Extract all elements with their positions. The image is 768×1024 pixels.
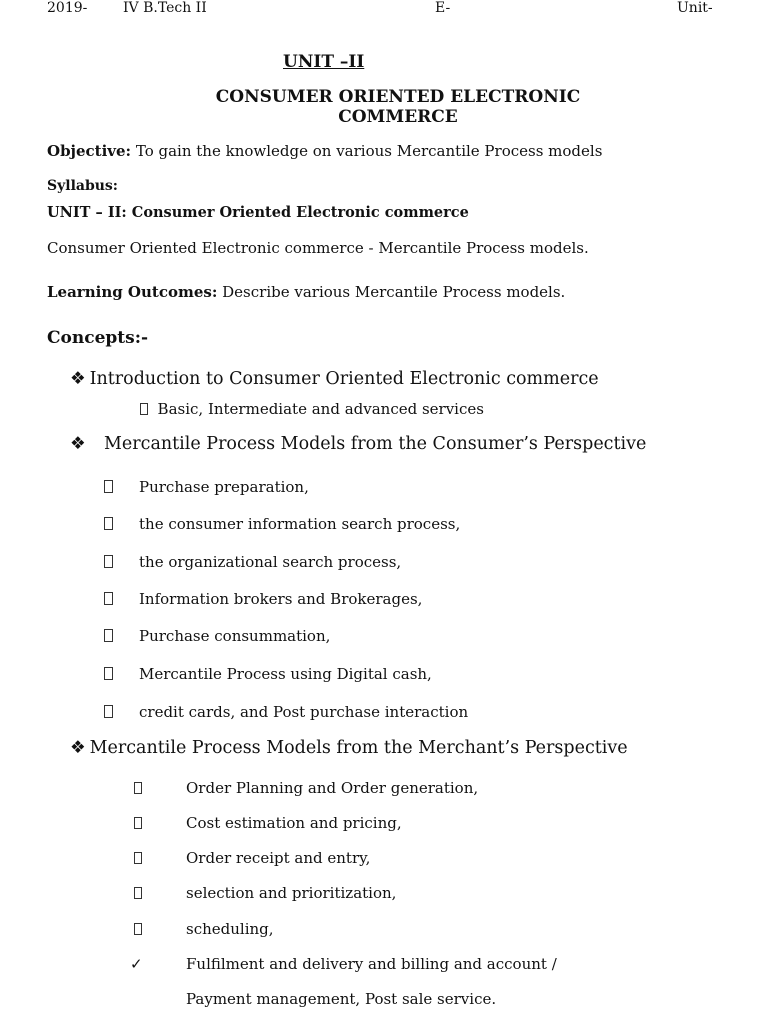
concept-intro-sub-text: Basic, Intermediate and advanced services [157, 400, 484, 418]
missing-glyph-box-icon [134, 923, 142, 935]
header-course: IV B.Tech II [123, 0, 207, 16]
list-item-text: scheduling, [186, 920, 274, 938]
list-item-text: selection and prioritization, [186, 884, 397, 902]
page-title-line1: CONSUMER ORIENTED ELECTRONIC [215, 87, 581, 107]
list-item [134, 849, 371, 867]
list-item [104, 665, 432, 683]
concept-merchant [70, 738, 628, 758]
missing-glyph-box-icon [140, 403, 148, 415]
list-item-text: Mercantile Process using Digital cash, [139, 665, 432, 683]
list-item [104, 553, 402, 571]
list-item [134, 884, 397, 902]
list-item-continuation: Payment management, Post sale service. [186, 990, 497, 1008]
concept-intro-sub [140, 400, 484, 418]
list-item [104, 627, 331, 645]
header-subject: E- [435, 0, 451, 16]
list-item [104, 515, 461, 533]
list-item-text: the consumer information search process, [139, 515, 461, 533]
concept-consumer [70, 434, 646, 454]
list-item-text: credit cards, and Post purchase interaction [139, 703, 469, 721]
list-item-text: Purchase preparation, [139, 478, 309, 496]
objective [47, 142, 602, 160]
objective-text: To gain the knowledge on various Mercantile Process models [131, 142, 603, 160]
list-item [104, 590, 423, 608]
checkmark-icon: ✓ [130, 955, 143, 973]
list-item-text: Fulfilment and delivery and billing and account / [186, 955, 557, 973]
missing-glyph-box-icon [104, 480, 113, 493]
list-item [130, 955, 557, 973]
missing-glyph-box-icon [104, 667, 113, 680]
missing-glyph-box-icon [134, 887, 142, 899]
page-title [190, 87, 606, 127]
list-item-text: Order Planning and Order generation, [186, 779, 479, 797]
unit-heading-label: UNIT – II: [47, 204, 127, 221]
syllabus-text: Consumer Oriented Electronic commerce - Mercantile Process models. [47, 239, 589, 257]
list-item [134, 779, 479, 797]
list-item-text: the organizational search process, [139, 553, 402, 571]
diamond-bullet-icon: ❖ [70, 738, 86, 758]
list-item-text: Information brokers and Brokerages, [139, 590, 423, 608]
learning-outcomes [47, 283, 565, 301]
list-item [134, 814, 402, 832]
list-item [134, 920, 274, 938]
unit-heading [47, 204, 469, 221]
unit-title: UNIT –II [283, 52, 365, 72]
list-item-text: Cost estimation and pricing, [186, 814, 402, 832]
header-unit: Unit- [677, 0, 713, 16]
concept-intro [70, 369, 599, 389]
missing-glyph-box-icon [104, 592, 113, 605]
diamond-bullet-icon: ❖ [70, 434, 86, 454]
learning-outcomes-text: Describe various Mercantile Process models. [217, 283, 566, 301]
syllabus-label: Syllabus: [47, 178, 118, 194]
page-title-line2: COMMERCE [338, 107, 458, 127]
concept-consumer-title: Mercantile Process Models from the Consumer’s Perspective [104, 434, 647, 454]
missing-glyph-box-icon [134, 817, 142, 829]
concept-intro-title: Introduction to Consumer Oriented Electronic commerce [89, 369, 599, 389]
objective-label: Objective: [47, 142, 132, 160]
missing-glyph-box-icon [104, 705, 113, 718]
unit-heading-text: Consumer Oriented Electronic commerce [126, 204, 469, 221]
missing-glyph-box-icon [104, 629, 113, 642]
header-year: 2019- [47, 0, 88, 16]
missing-glyph-box-icon [134, 852, 142, 864]
missing-glyph-box-icon [104, 555, 113, 568]
diamond-bullet-icon: ❖ [70, 369, 86, 389]
concepts-heading: Concepts:- [47, 328, 149, 348]
list-item [104, 703, 469, 721]
learning-outcomes-label: Learning Outcomes: [47, 283, 218, 301]
list-item-text: Order receipt and entry, [186, 849, 371, 867]
list-item [104, 478, 309, 496]
list-item-text: Purchase consummation, [139, 627, 331, 645]
concept-merchant-title: Mercantile Process Models from the Merchant’s Perspective [89, 738, 628, 758]
missing-glyph-box-icon [134, 782, 142, 794]
missing-glyph-box-icon [104, 517, 113, 530]
